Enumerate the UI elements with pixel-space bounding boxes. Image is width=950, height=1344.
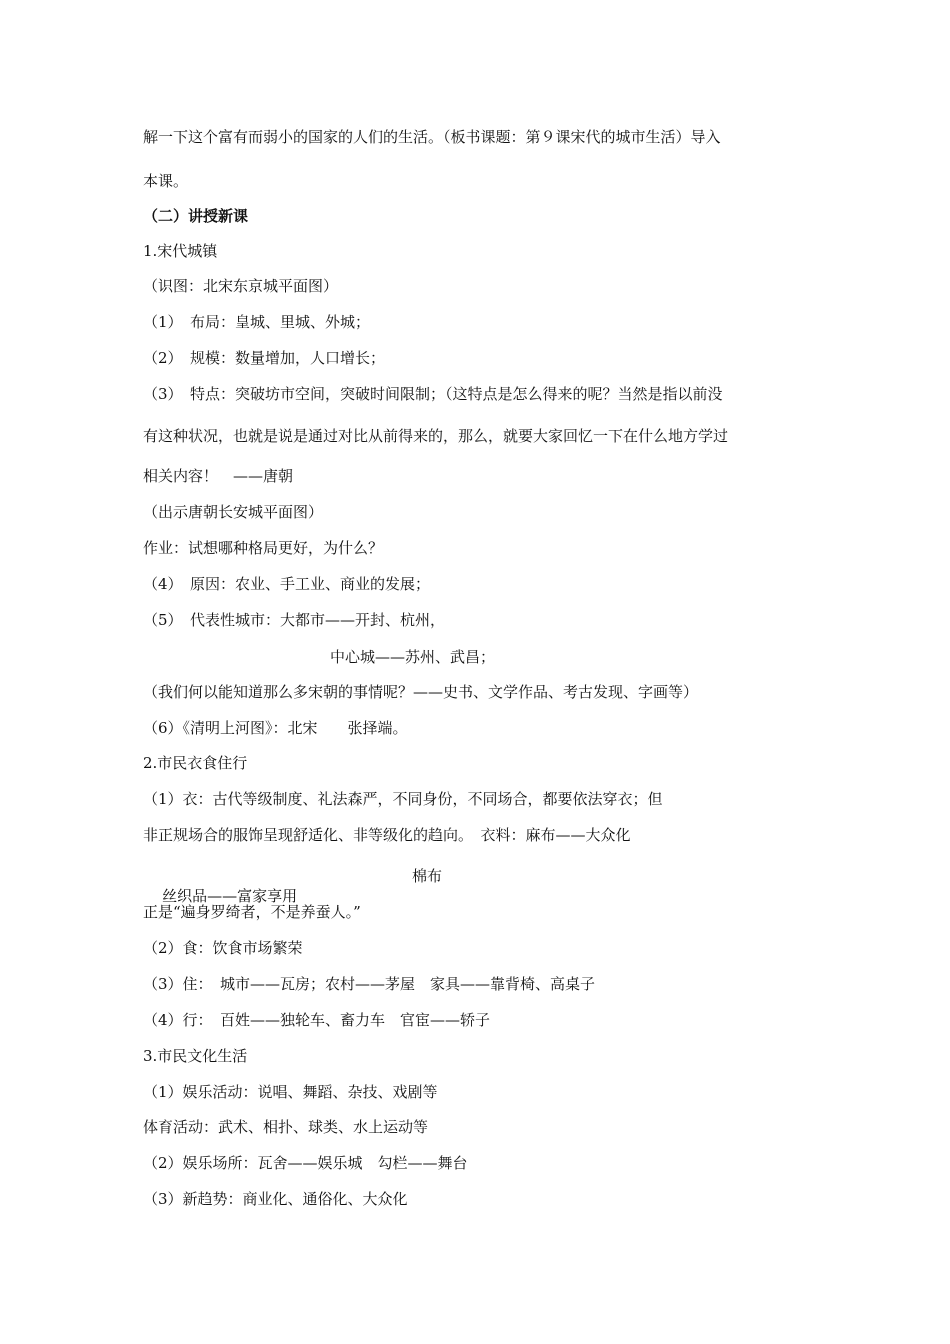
text-line: 作业：试想哪种格局更好，为什么？ — [143, 539, 384, 557]
text-line: 体育活动：武术、相扑、球类、水上运动等 — [143, 1118, 429, 1136]
subsection-heading: 2.市民衣食住行 — [143, 754, 248, 772]
list-item: （5） 代表性城市：大都市——开封、杭州， — [143, 611, 446, 629]
text-line: 本课。 — [143, 172, 189, 190]
list-item: （2） 规模：数量增加，人口增长； — [143, 349, 386, 367]
list-item: （4）行： 百姓——独轮车、畜力车 官宦——轿子 — [143, 1011, 491, 1029]
text-line: （识图：北宋东京城平面图） — [143, 277, 339, 295]
list-item: （2）食：饮食市场繁荣 — [143, 939, 303, 957]
subsection-heading: 1.宋代城镇 — [143, 242, 218, 260]
list-item: （3）新趋势：商业化、通俗化、大众化 — [143, 1190, 408, 1208]
text-line: 有这种状况，也就是说是通过对比从前得来的，那么，就要大家回忆一下在什么地方学过 — [143, 427, 729, 445]
list-item: （2）娱乐场所：瓦舍——娱乐城 勾栏——舞台 — [143, 1154, 468, 1172]
list-item: （4） 原因：农业、手工业、商业的发展； — [143, 575, 431, 593]
quote-line: 正是“遍身罗绮者，不是养蚕人。” — [143, 903, 361, 921]
text-line: 非正规场合的服饰呈现舒适化、非等级化的趋向。 衣料：麻布——大众化 — [143, 826, 631, 844]
list-item: （3） 特点：突破坊市空间，突破时间限制；（这特点是怎么得来的呢？当然是指以前没 — [143, 385, 723, 403]
text-line: 解一下这个富有而弱小的国家的人们的生活。（板书课题：第９课宋代的城市生活）导入 — [143, 128, 721, 146]
list-item: （1）娱乐活动：说唱、舞蹈、杂技、戏剧等 — [143, 1083, 438, 1101]
section-heading: （二）讲授新课 — [143, 207, 249, 225]
text-line: 相关内容！ ——唐朝 — [143, 467, 294, 485]
list-item: （6）《清明上河图》：北宋 张择端。 — [143, 719, 408, 737]
list-item-continuation: 中心城——苏州、武昌； — [330, 648, 496, 666]
list-item: （3）住： 城市——瓦房；农村——茅屋 家具——靠背椅、高桌子 — [143, 975, 596, 993]
list-item: （1）衣：古代等级制度、礼法森严，不同身份，不同场合，都要依法穿衣；但 — [143, 790, 663, 808]
text-line: （出示唐朝长安城平面图） — [143, 503, 324, 521]
subsection-heading: 3.市民文化生活 — [143, 1047, 248, 1065]
list-item: （1） 布局：皇城、里城、外城； — [143, 313, 371, 331]
fabric-silk: 丝织品——富家享用 — [162, 887, 298, 905]
fabric-cotton: 棉布 — [412, 867, 443, 885]
text-line: （我们何以能知道那么多宋朝的事情呢？——史书、文学作品、考古发现、字画等） — [143, 683, 699, 701]
